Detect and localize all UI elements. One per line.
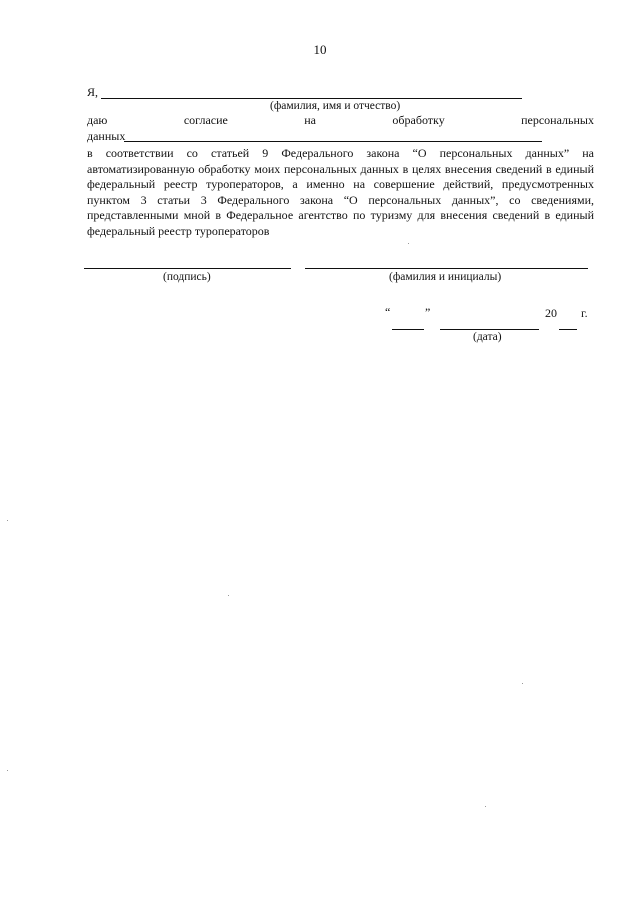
personal-data-field-line[interactable] [124, 141, 542, 142]
consent-word: персональных [521, 113, 594, 127]
consent-line [87, 113, 594, 128]
date-month-field-line[interactable] [440, 329, 539, 330]
date-caption: (дата) [473, 331, 502, 343]
date-quote-open: “ [385, 305, 391, 319]
date-quote-close: ” [425, 305, 431, 319]
scan-speck [408, 243, 409, 244]
scan-speck [485, 806, 486, 807]
consent-word: на [304, 113, 316, 127]
consent-word: даю [87, 113, 108, 127]
consent-word: обработку [392, 113, 445, 127]
date-day-field-line[interactable] [392, 329, 424, 330]
consent-word: согласие [183, 113, 228, 127]
consent-continuation: данных [87, 129, 126, 143]
date-century: 20 [545, 306, 557, 320]
name-initials-field-line[interactable] [305, 268, 588, 269]
fio-field-line[interactable] [101, 98, 522, 99]
fio-caption: (фамилия, имя и отчество) [270, 100, 401, 112]
scan-speck [7, 770, 8, 771]
consent-body-text: в соответствии со статьей 9 Федерального закона “О персональных данных” на автоматизированную обработку моих персональных данных в целях внесения сведений в единый федеральный реестр туроператоров, а именно на совершение действий, предусмотренных пунктом 3 статьи 3 Федерального закона “О персональных данных”, со сведениями, представленными мной в Федеральное агентство по туризму для внесения сведений в единый федеральный реестр туроператоров [87, 146, 594, 238]
signature-caption: (подпись) [163, 271, 211, 283]
scan-speck [7, 520, 8, 521]
signature-field-line[interactable] [84, 268, 291, 269]
scan-speck [228, 595, 229, 596]
scan-speck [522, 683, 523, 684]
page-number: 10 [313, 42, 327, 57]
date-year-suffix: г. [581, 306, 588, 320]
date-year-field-line[interactable] [559, 329, 577, 330]
fio-prefix: Я, [87, 85, 99, 99]
name-initials-caption: (фамилия и инициалы) [389, 271, 502, 283]
